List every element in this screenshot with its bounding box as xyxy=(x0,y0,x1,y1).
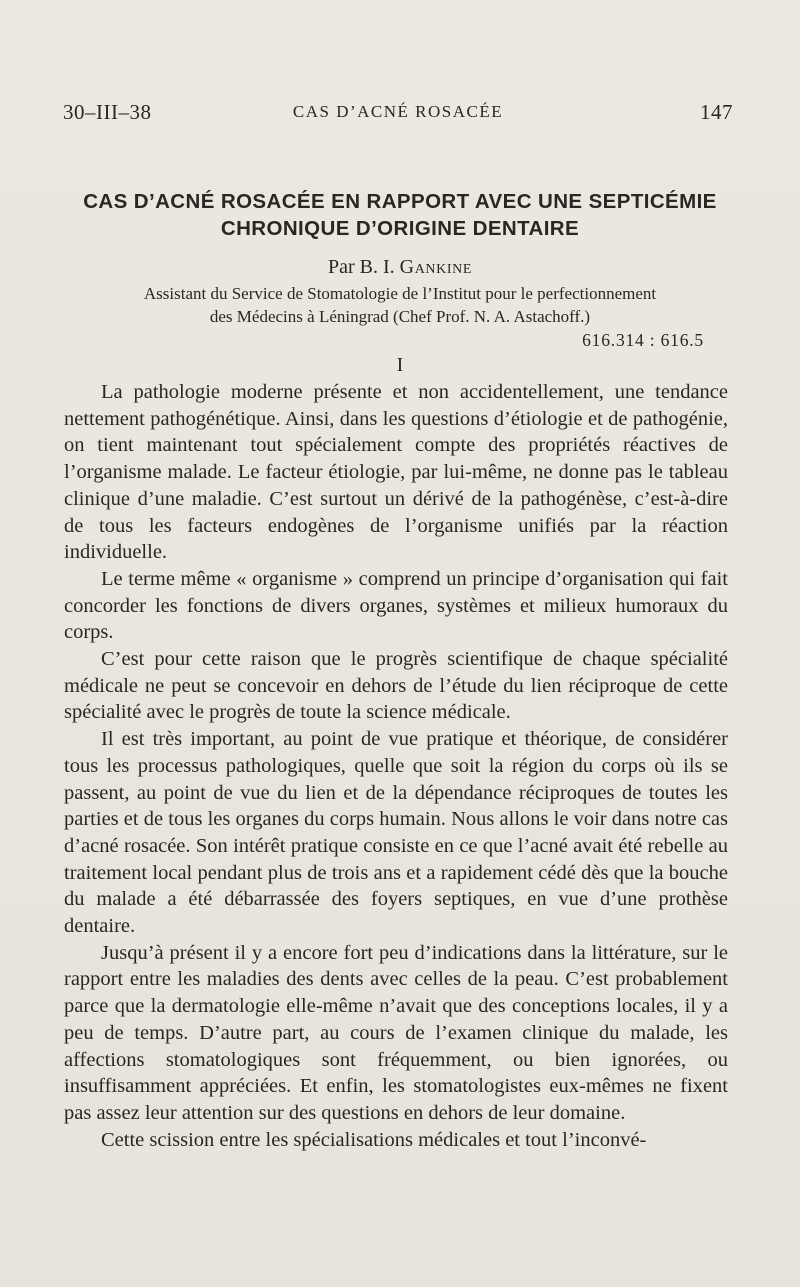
affiliation-line-2: des Médecins à Léningrad (Chef Prof. N. A. Astachoff.) xyxy=(209,307,591,326)
paragraph: Cette scission entre les spécialisations médicales et tout l’inconvé- xyxy=(101,1128,647,1151)
article-title-line-2: CHRONIQUE D’ORIGINE DENTAIRE xyxy=(220,217,580,240)
running-head xyxy=(63,100,733,130)
byline-prefix: Par B. I. xyxy=(328,256,400,278)
paragraph: La pathologie moderne présente et non accidentellement, une tendance nettement pathogénétique. Ainsi, dans les questions d’étiologie et de pathogénie, on tient maintenant tout spécialement compte des propriétés réactives de l’organisme malade. Le facteur étiologie, par lui-même, ne donne pas le tableau clinique d’une maladie. C’est surtout un dérivé de la pathogénèse, c’est-à-dire de tous les facteurs endogènes de l’organisme unifiés par la réaction individuelle. xyxy=(64,381,728,564)
affiliation-line-1: Assistant du Service de Stomatologie de l’Institut pour le perfectionnement xyxy=(143,284,657,303)
byline xyxy=(60,256,740,278)
article-title-line-1: CAS D’ACNÉ ROSACÉE EN RAPPORT AVEC UNE SEPTICÉMIE xyxy=(83,190,717,213)
issue-date: 30–III–38 xyxy=(63,100,152,124)
article-body xyxy=(64,379,728,1153)
paragraph: Il est très important, au point de vue pratique et théorique, de considérer tous les processus pathologiques, quelle que soit la région du corps où ils se passent, au point de vue du lien et de la dépendance réciproques de toutes les parties et de tous les organes du corps humain. Nous allons le voir dans notre cas d’acné rosacée. Son intérêt pratique consiste en ce que l’acné avait été rebelle au traitement local pendant plus de trois ans et a rapidement cédé dès que la bouche du malade a été débarrassée des foyers septiques, en vue d’une prothèse dentaire. xyxy=(64,728,728,938)
page-number: 147 xyxy=(700,100,733,124)
paragraph: C’est pour cette raison que le progrès scientifique de chaque spécialité médicale ne peut se concevoir en dehors de l’étude du lien réciproque de cette spécialité avec le progrès de toute la science médicale. xyxy=(64,648,728,724)
author-affiliation xyxy=(60,282,740,328)
article-title xyxy=(60,188,740,242)
running-title: CAS D’ACNÉ ROSACÉE xyxy=(292,102,504,121)
section-number: I xyxy=(396,354,404,376)
author-name: Gankine xyxy=(399,256,472,278)
paragraph: Le terme même « organisme » comprend un principe d’organisation qui fait concorder les fonctions de divers organes, systèmes et milieux humoraux du corps. xyxy=(64,567,728,644)
paragraph: Jusqu’à présent il y a encore fort peu d’indications dans la littérature, sur le rapport entre les maladies des dents avec celles de la peau. C’est probablement parce que la dermatologie elle-même n’avait que des conceptions locales, il y a peu de temps. D’autre part, au cours de l’examen clinique du malade, les affections stomatologiques sont fréquemment, ou bien ignorées, ou insuffisamment appréciées. Et enfin, les stomatologistes eux-mêmes ne fixent pas assez leur attention sur des questions en dehors de leur domaine. xyxy=(64,941,728,1124)
classification-code: 616.314 : 616.5 xyxy=(582,330,704,350)
